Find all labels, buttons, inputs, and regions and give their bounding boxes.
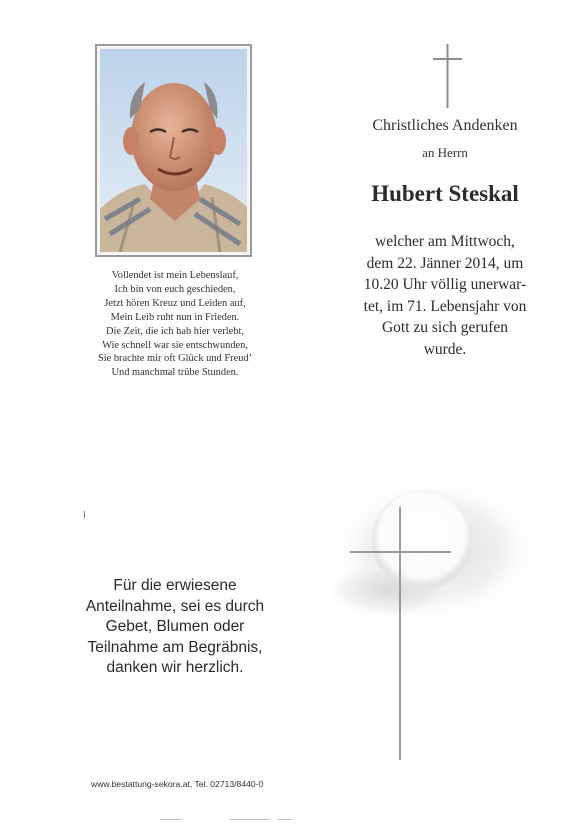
- print-marks: [160, 817, 320, 823]
- notice-line: dem 22. Jänner 2014, um: [366, 254, 524, 272]
- notice-line: tet, im 71. Lebensjahr von: [363, 297, 527, 315]
- deceased-name: Hubert Steskal: [371, 181, 519, 206]
- poem-line: Ich bin von euch geschieden,: [114, 283, 236, 295]
- thanks-line: Gebet, Blumen oder: [105, 618, 245, 635]
- sun-cross-icon: [330, 470, 550, 770]
- notice-line: welcher am Mittwoch,: [375, 233, 515, 250]
- card-title: Christliches Andenken: [372, 117, 518, 134]
- poem-line: Und manchmal trübe Stunden.: [111, 367, 239, 379]
- poem-line: Vollendet ist mein Lebenslauf,: [111, 270, 239, 281]
- poem-line: Wie schnell war sie entschwunden,: [102, 339, 248, 351]
- memorial-poem: [60, 269, 290, 380]
- notice-line: 10.20 Uhr völlig unerwar-: [363, 276, 527, 293]
- poem-line: Sie brachte mir oft Glück und Freud’: [97, 353, 253, 365]
- thanks-line: Anteilnahme, sei es durch: [85, 597, 265, 615]
- death-notice: [358, 231, 532, 360]
- poem-line: Die Zeit, die ich hab hier verlebt,: [106, 325, 244, 337]
- cross-icon: [433, 44, 463, 110]
- thanks-line: Für die erwiesene: [113, 577, 237, 594]
- print-mark: [84, 511, 85, 518]
- portrait-frame: [95, 44, 252, 257]
- thanks-line: Teilnahme am Begräbnis,: [87, 638, 263, 656]
- thank-you-note: [60, 576, 290, 679]
- poem-line: Jetzt hören Kreuz und Leiden auf,: [104, 297, 246, 309]
- thanks-line: danken wir herzlich.: [106, 659, 244, 676]
- notice-line: wurde.: [423, 340, 467, 358]
- funeral-home-contact: www.bestattung-sekora.at, Tel. 02713/8440-0: [91, 779, 264, 789]
- portrait-photo: [100, 49, 247, 252]
- poem-line: Mein Leib ruht nun in Frieden.: [110, 311, 240, 323]
- card-subtitle: an Herrn: [422, 145, 468, 160]
- notice-line: Gott zu sich gerufen: [381, 319, 509, 336]
